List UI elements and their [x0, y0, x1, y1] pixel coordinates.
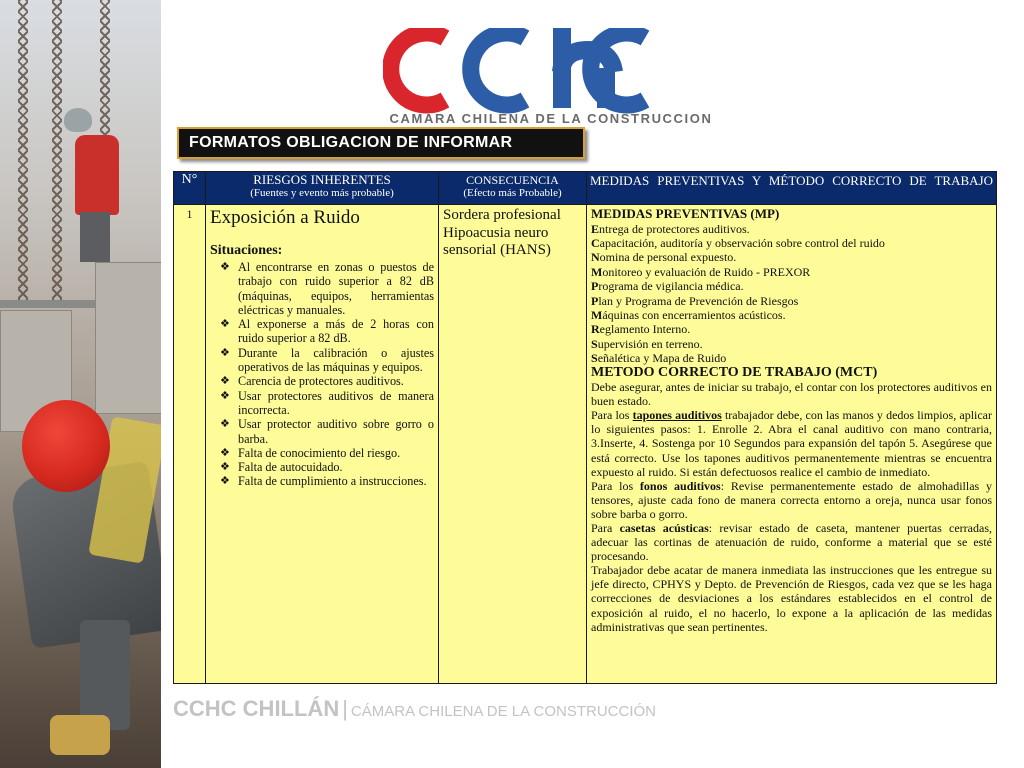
- situation-item: ❖ Usar protector auditivo sobre gorro o barba.: [220, 417, 434, 446]
- riesgos-cell: [206, 205, 439, 684]
- header-riesgos: RIESGOS INHERENTES (Fuentes y evento más probable): [206, 172, 439, 205]
- consequence-text: Sordera profesional Hipoacusia neuro sensorial (HANS): [443, 207, 561, 258]
- mp-title: MEDIDAS PREVENTIVAS (MP): [591, 206, 780, 221]
- diamond-bullet-icon: ❖: [220, 318, 230, 331]
- footer-subtitle: CÁMARA CHILENA DE LA CONSTRUCCIÓN: [350, 703, 656, 720]
- section-title-box: [177, 127, 585, 159]
- diamond-bullet-icon: ❖: [220, 446, 230, 459]
- worker-legs: [80, 212, 110, 262]
- footer-separator: |: [342, 696, 348, 721]
- diamond-bullet-icon: ❖: [220, 461, 230, 474]
- situations-list: [210, 260, 434, 489]
- diamond-bullet-icon: ❖: [220, 475, 230, 488]
- rebar-column: [18, 0, 28, 300]
- header-num: N°: [174, 172, 206, 205]
- casetas-term: casetas acústicas: [619, 521, 709, 535]
- header-medidas: MEDIDAS PREVENTIVAS Y MÉTODO CORRECTO DE TRABAJO: [587, 172, 997, 205]
- formwork-panel: [95, 262, 161, 414]
- diamond-bullet-icon: ❖: [220, 346, 230, 359]
- worker-red-helmet: [22, 400, 110, 492]
- row-number: 1: [174, 205, 206, 684]
- footer: [173, 696, 656, 722]
- mp-item: Nomina de personal expuesto.: [591, 250, 737, 265]
- diamond-bullet-icon: ❖: [220, 375, 230, 388]
- worker-helmet: [64, 108, 92, 132]
- situation-item: ❖ Usar protectores auditivos de manera incorrecta.: [220, 388, 434, 417]
- mp-item: Máquinas con encerramientos acústicos.: [591, 307, 786, 322]
- mct-title: METODO CORRECTO DE TRABAJO (MCT): [591, 364, 878, 380]
- risk-title: Exposición a Ruido: [210, 207, 360, 228]
- consecuencia-cell: [439, 205, 587, 684]
- diamond-bullet-icon: ❖: [220, 389, 230, 402]
- mct-paragraph: Para los tapones auditivos trabajador debe, con las manos y dedos limpios, aplicar lo siguientes pasos: 1. Enrolle 2. Abra el canal auditivo con mano contraria, 3.Inserte, 4. Sostenga por 10 Segundos para expansión del tapón 5. Asegúrese que está correcto. Use los tapones auditivos permanentemente mientras se encuentra expuesto al ruido. Si están defectuosos realice el cambio de inmediato.: [591, 408, 993, 479]
- worker-jacket: [75, 135, 119, 215]
- rebar-column: [52, 0, 62, 300]
- mp-item: Entrega de protectores auditivos.: [591, 221, 750, 236]
- mp-item: Plan y Programa de Prevención de Riesgos: [591, 293, 799, 308]
- situation-item: ❖ Al encontrarse en zonas o puestos de trabajo con ruido superior a 82 dB (máquinas, equipos, herramientas eléctricas y manuales.: [220, 260, 434, 317]
- table-header-row: [174, 172, 997, 205]
- fonos-term: fonos auditivos: [639, 478, 721, 493]
- worker-boot: [50, 715, 110, 755]
- mp-item: Programa de vigilancia médica.: [591, 279, 744, 294]
- situation-item: ❖ Falta de conocimiento del riesgo.: [220, 445, 401, 460]
- situation-item: ❖ Durante la calibración o ajustes operativos de las máquinas y equipos.: [220, 345, 434, 375]
- tapones-term: tapones auditivos: [632, 408, 722, 423]
- footer-brand: CCHC CHILLÁN: [173, 696, 340, 721]
- situation-item: ❖ Carencia de protectores auditivos.: [220, 374, 404, 389]
- worker-leg: [80, 620, 130, 730]
- diamond-bullet-icon: ❖: [220, 261, 230, 273]
- mct-paragraph: Trabajador debe acatar de manera inmediata las instrucciones que les entregue su jefe directo, CPHYS y Depto. de Prevención de Riesgos, cada vez que se les haga correcciones de desviaciones a los estándares establecidos en el control de exposición al ruido, el no hacerlo, lo expone a la aplicación de las medidas administrativas que sean pertinentes.: [591, 563, 992, 634]
- logo-caption: CAMARA CHILENA DE LA CONSTRUCCION: [389, 111, 713, 126]
- construction-workers-photo: [0, 0, 161, 768]
- mp-item: Reglamento Interno.: [591, 322, 691, 337]
- medidas-cell: [587, 205, 997, 684]
- mct-paragraph: Para los fonos auditivos: Revise permanentemente estado de almohadillas y tensores, ajuste cada fono de manera correcta entorno a oreja, nunca usar fonos sobre barba o gorro.: [591, 478, 993, 521]
- risk-table: [173, 171, 997, 684]
- mct-paragraph: Debe asegurar, antes de iniciar su trabajo, el contar con los protectores auditivos en buen estado.: [591, 380, 992, 409]
- header-consecuencia: CONSECUENCIA (Efecto más Probable): [439, 172, 587, 205]
- diamond-bullet-icon: ❖: [220, 418, 230, 431]
- mp-item: Capacitación, auditoría y observación sobre control del ruido: [591, 235, 885, 250]
- situation-item: ❖ Al exponerse a más de 2 horas con ruido superior a 82 dB.: [220, 317, 434, 346]
- section-title: FORMATOS OBLIGACION DE INFORMAR: [189, 134, 513, 151]
- situation-item: ❖ Falta de autocuidado.: [220, 460, 343, 475]
- table-row: [174, 205, 997, 684]
- situation-item: ❖ Falta de cumplimiento a instrucciones.: [220, 474, 427, 489]
- mp-item: Monitoreo y evaluación de Ruido - PREXOR: [591, 264, 811, 279]
- mp-item: Supervisión en terreno.: [591, 336, 703, 351]
- mp-item: Señalética y Mapa de Ruido: [591, 351, 727, 366]
- mct-paragraph: Para casetas acústicas: revisar estado de caseta, mantener puertas cerradas, adecuar las cortinas de atenuación de ruido, conforme a material que se esté procesando.: [591, 521, 992, 564]
- mp-list: [591, 222, 992, 366]
- situations-label: Situaciones:: [210, 243, 283, 258]
